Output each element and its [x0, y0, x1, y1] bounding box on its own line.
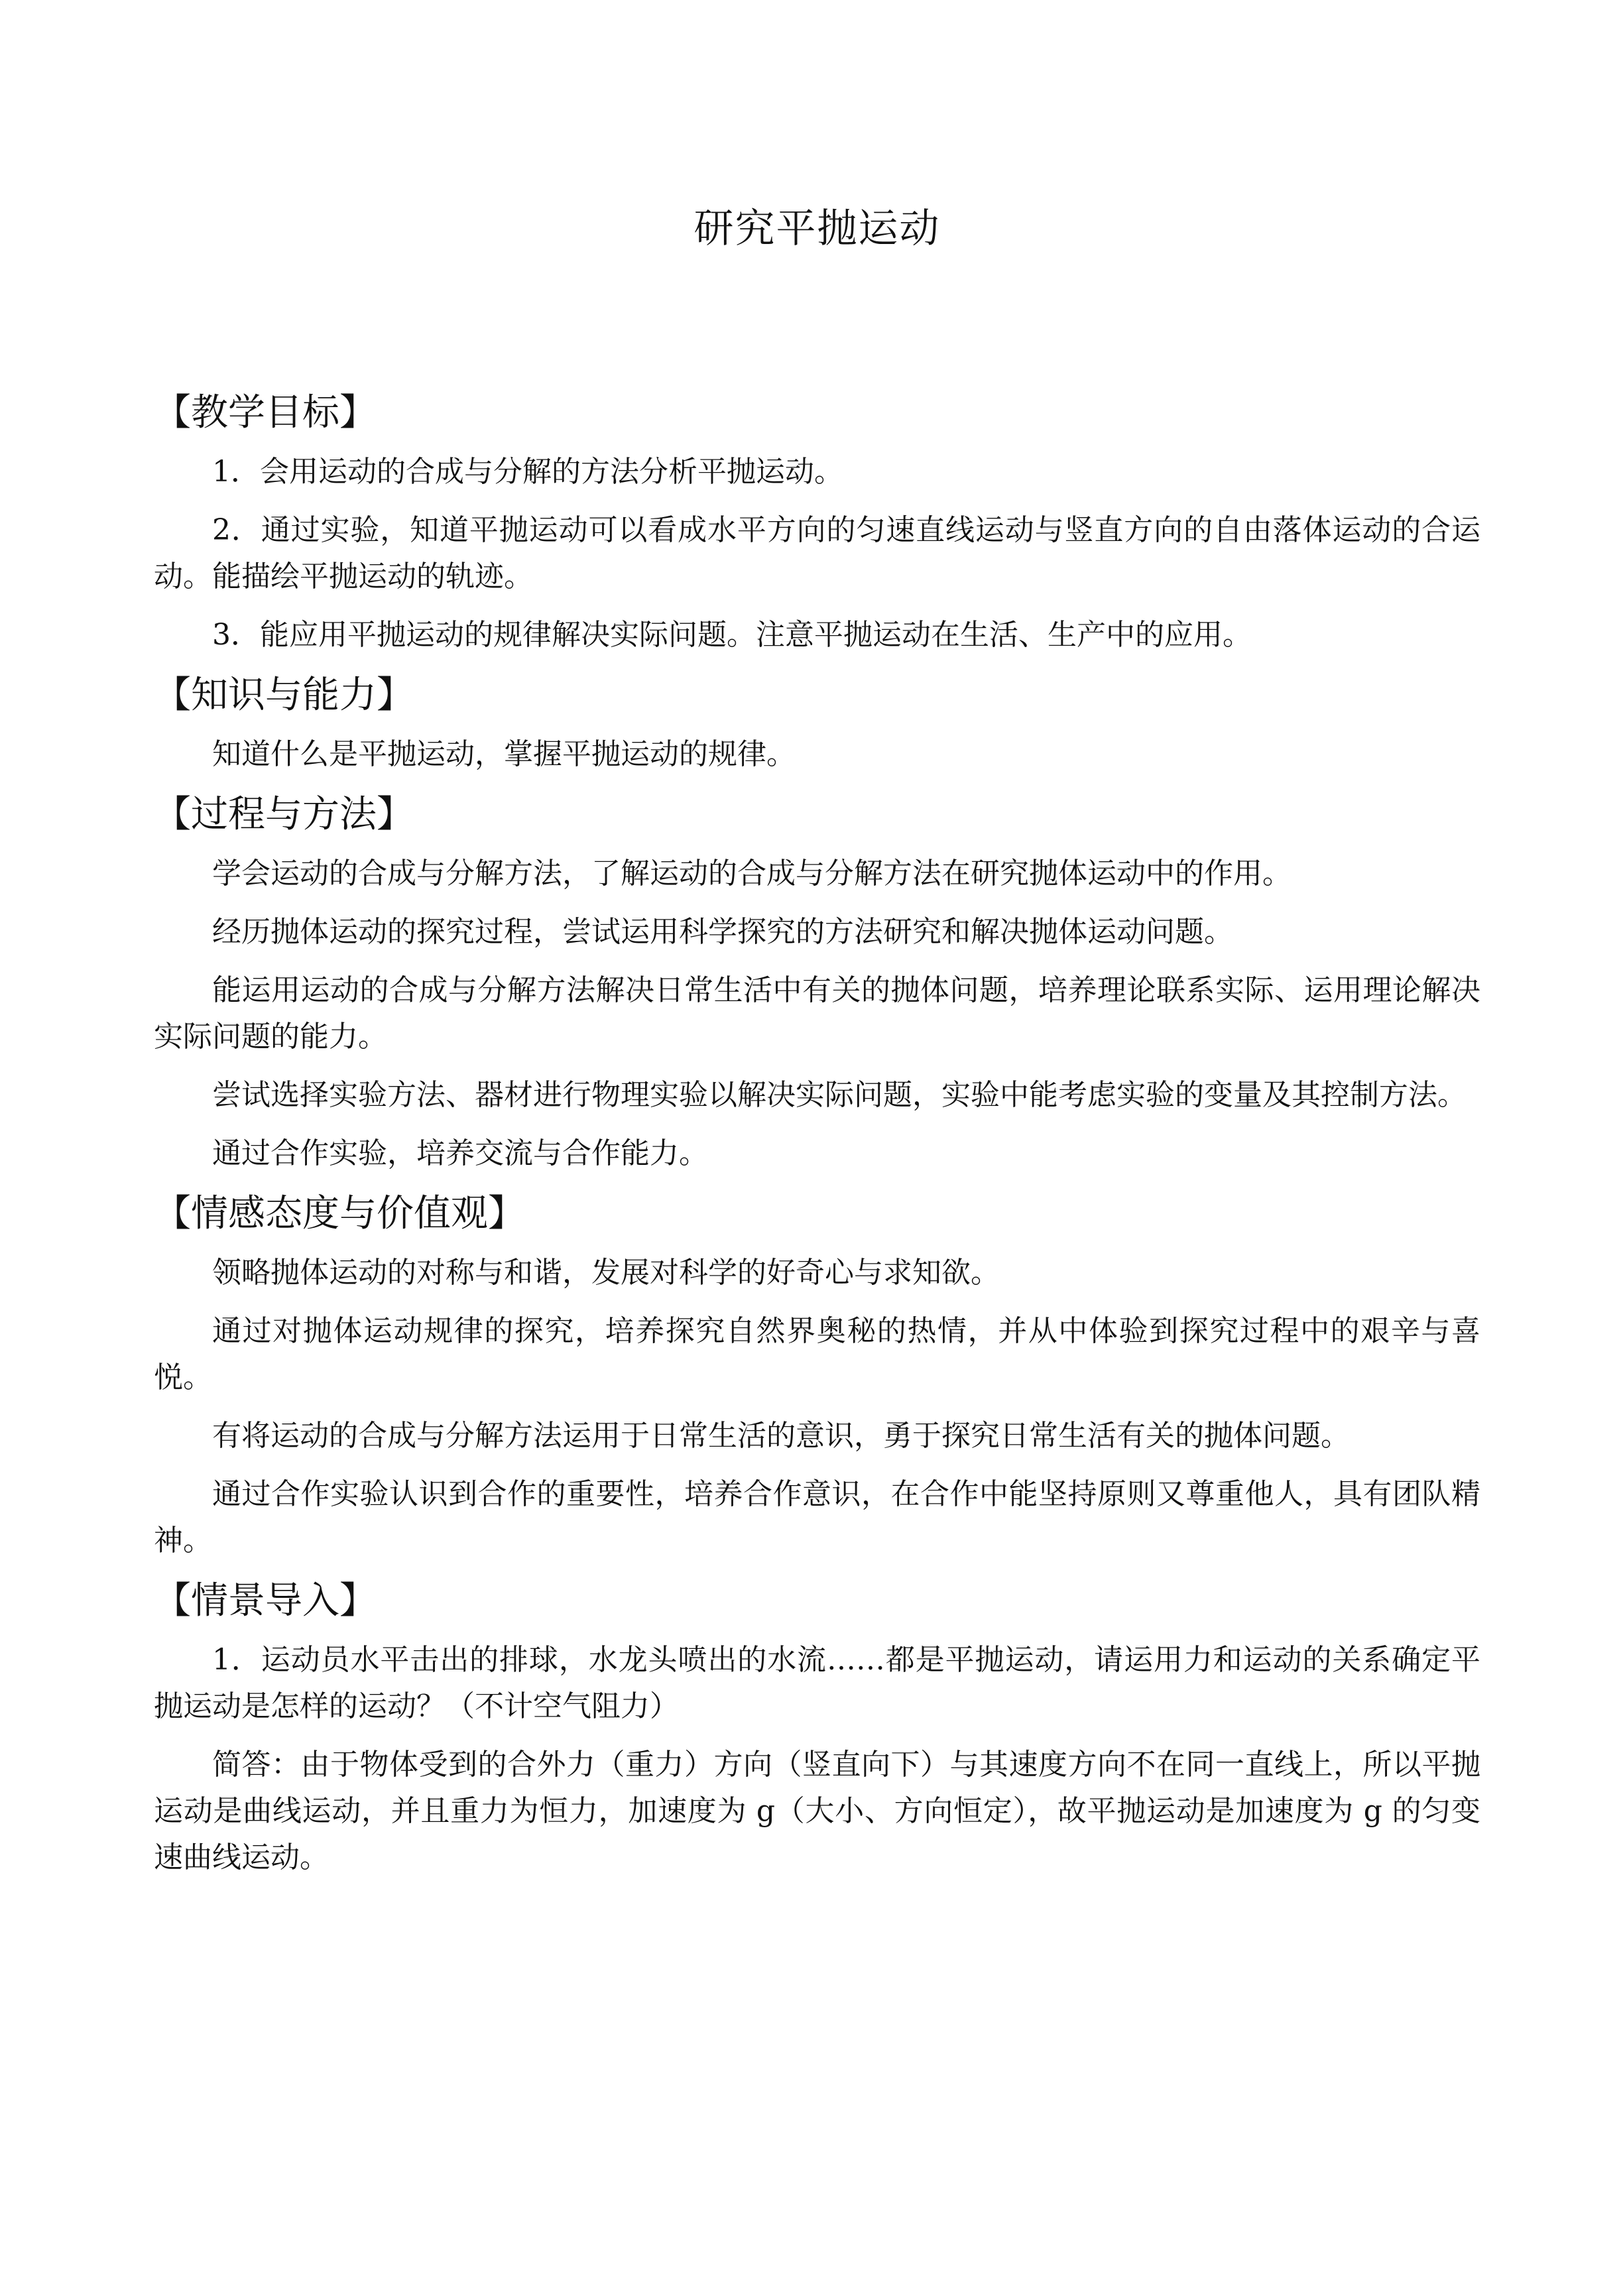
paragraph: 尝试选择实验方法、器材进行物理实验以解决实际问题，实验中能考虑实验的变量及其控制方法。 — [212, 1078, 1467, 1112]
section-scenario-intro — [154, 1576, 1480, 1881]
paragraph: 通过合作实验，培养交流与合作能力。 — [212, 1136, 708, 1170]
paragraph: 1．会用运动的合成与分解的方法分析平抛运动。 — [212, 455, 843, 489]
paragraph: 领略抛体运动的对称与和谐，发展对科学的好奇心与求知欲。 — [212, 1256, 1000, 1290]
section-knowledge-ability — [154, 670, 1480, 778]
paragraph: 3．能应用平抛运动的规律解决实际问题。注意平抛运动在生活、生产中的应用。 — [212, 618, 1252, 652]
document-title: 研究平抛运动 — [693, 206, 941, 252]
section-teaching-goals — [154, 388, 1480, 658]
paragraph: 通过对抛体运动规律的探究，培养探究自然界奥秘的热情，并从中体验到探究过程中的艰辛与喜悦。 — [154, 1314, 1480, 1394]
section-heading: 【情感态度与价值观】 — [154, 1192, 525, 1235]
paragraph: 1．运动员水平击出的排球，水龙头喷出的水流……都是平抛运动，请运用力和运动的关系确定平抛运动是怎样的运动？（不计空气阻力） — [154, 1643, 1480, 1723]
section-heading: 【情景导入】 — [154, 1579, 377, 1622]
paragraph: 学会运动的合成与分解方法，了解运动的合成与分解方法在研究抛体运动中的作用。 — [212, 857, 1292, 890]
paragraph: 经历抛体运动的探究过程，尝试运用科学探究的方法研究和解决抛体运动问题。 — [212, 915, 1233, 949]
paragraph: 有将运动的合成与分解方法运用于日常生活的意识，勇于探究日常生活有关的抛体问题。 — [212, 1419, 1350, 1453]
paragraph: 简答：由于物体受到的合外力（重力）方向（竖直向下）与其速度方向不在同一直线上，所以平抛运动是曲线运动，并且重力为恒力，加速度为 g（大小、方向恒定），故平抛运动是加速度为 g 的匀变速曲线运动。 — [154, 1748, 1480, 1874]
section-heading: 【教学目标】 — [154, 391, 377, 434]
section-heading: 【过程与方法】 — [154, 793, 414, 836]
paragraph: 2．通过实验，知道平抛运动可以看成水平方向的匀速直线运动与竖直方向的自由落体运动的合运动。能描绘平抛运动的轨迹。 — [154, 513, 1480, 593]
paragraph: 知道什么是平抛运动，掌握平抛运动的规律。 — [212, 737, 796, 771]
paragraph: 能运用运动的合成与分解方法解决日常生活中有关的抛体问题，培养理论联系实际、运用理论解决实际问题的能力。 — [154, 973, 1480, 1054]
section-attitude-values — [154, 1189, 1480, 1564]
section-process-method — [154, 790, 1480, 1177]
paragraph: 通过合作实验认识到合作的重要性，培养合作意识，在合作中能坚持原则又尊重他人，具有团队精神。 — [154, 1477, 1480, 1557]
section-heading: 【知识与能力】 — [154, 674, 414, 717]
